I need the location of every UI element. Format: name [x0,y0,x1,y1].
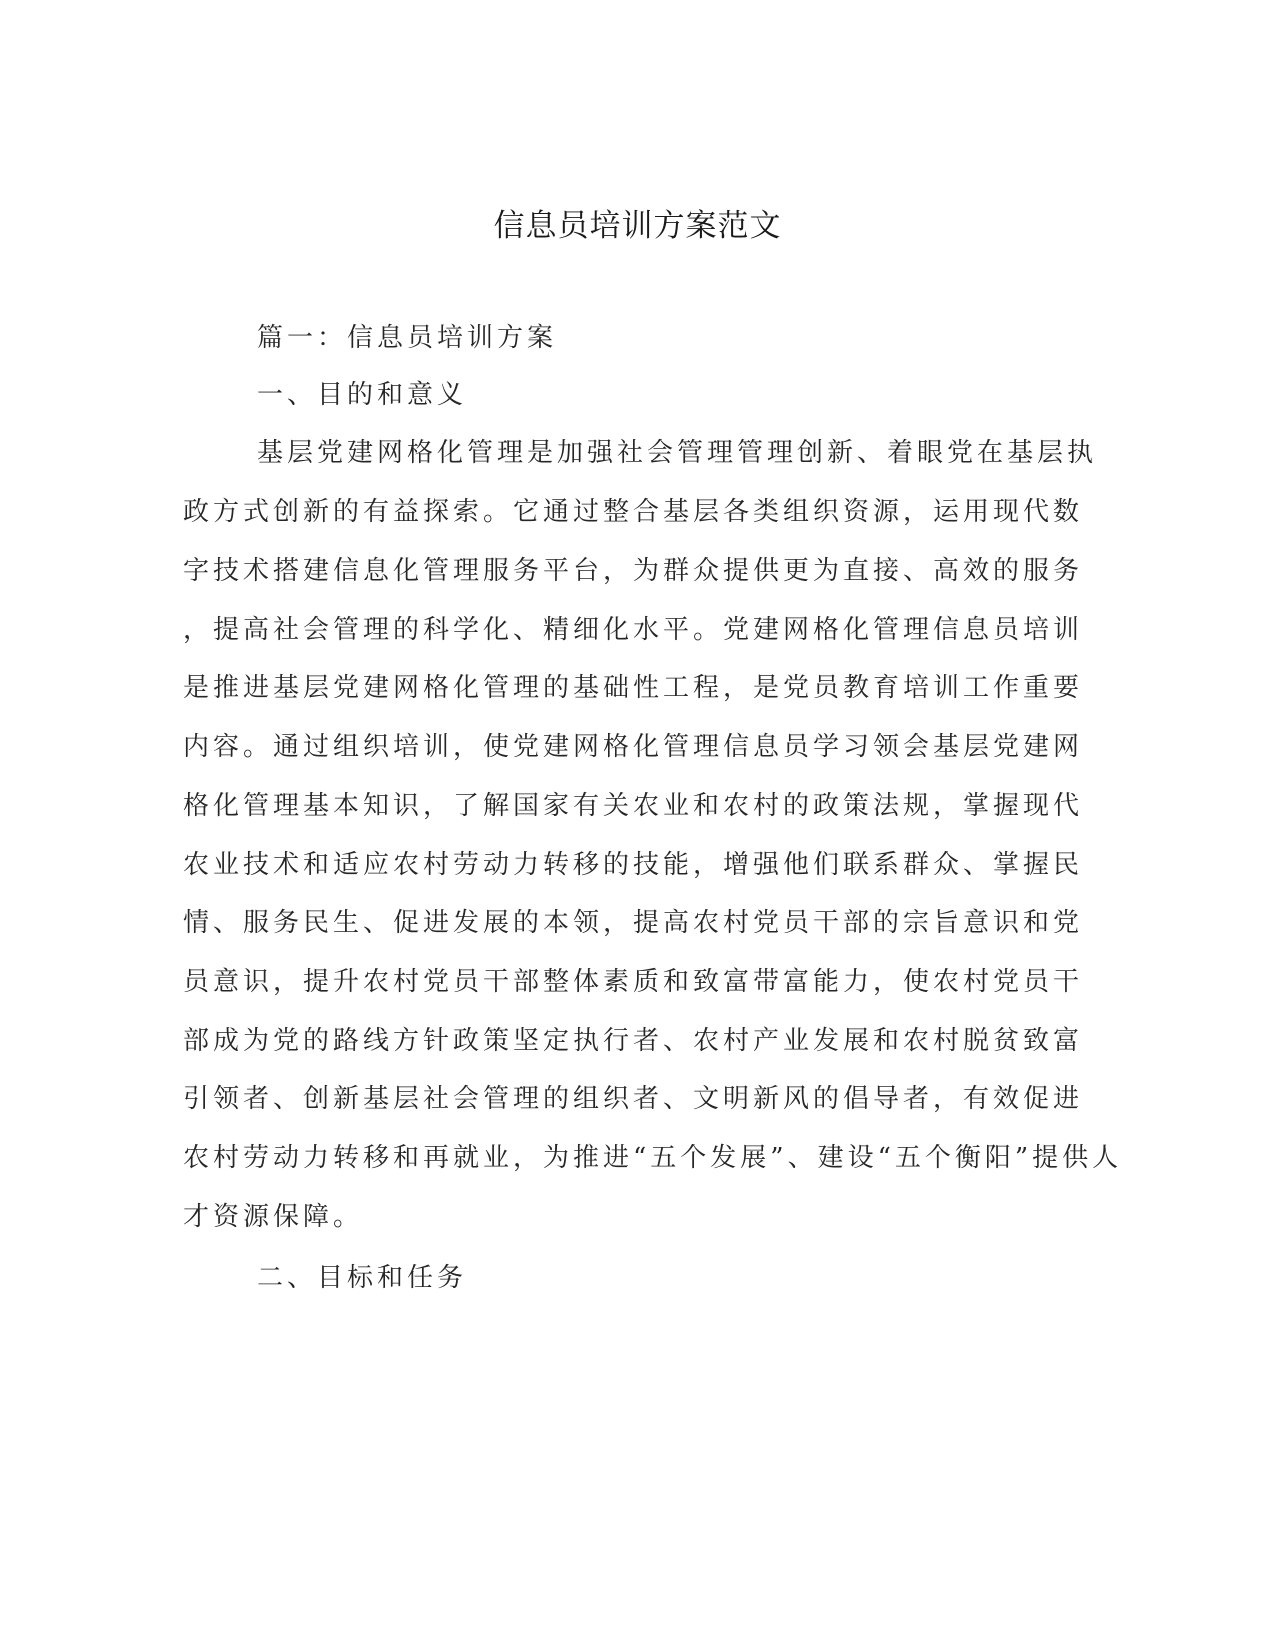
paragraph-line: 农业技术和适应农村劳动力转移的技能，增强他们联系群众、掌握民 [183,850,1084,880]
paragraph-line: 内容。通过组织培训，使党建网格化管理信息员学习领会基层党建网 [183,732,1084,762]
chapter-heading: 篇一：信息员培训方案 [257,323,558,353]
paragraph-line: 引领者、创新基层社会管理的组织者、文明新风的倡导者，有效促进 [183,1084,1084,1114]
paragraph-line: 格化管理基本知识，了解国家有关农业和农村的政策法规，掌握现代 [183,791,1084,821]
paragraph-line: 农村劳动力转移和再就业，为推进“五个发展”、建设“五个衡阳”提供人 [183,1143,1123,1173]
paragraph-line: 部成为党的路线方针政策坚定执行者、农村产业发展和农村脱贫致富 [183,1026,1084,1056]
paragraph-line: 是推进基层党建网格化管理的基础性工程，是党员教育培训工作重要 [183,673,1084,703]
paragraph-line: 员意识，提升农村党员干部整体素质和致富带富能力，使农村党员干 [183,967,1084,997]
document-title: 信息员培训方案范文 [493,208,782,244]
paragraph-line: 政方式创新的有益探索。它通过整合基层各类组织资源，运用现代数 [183,497,1084,527]
paragraph-line: 字技术搭建信息化管理服务平台，为群众提供更为直接、高效的服务 [183,556,1084,586]
section-heading-goals: 二、目标和任务 [257,1263,468,1293]
paragraph-line: 情、服务民生、促进发展的本领，提高农村党员干部的宗旨意识和党 [183,908,1084,938]
paragraph-line: 才资源保障。 [183,1202,364,1232]
paragraph-line: ，提高社会管理的科学化、精细化水平。党建网格化管理信息员培训 [183,615,1084,645]
paragraph-line: 基层党建网格化管理是加强社会管理管理创新、着眼党在基层执 [257,438,1098,468]
section-heading-purpose: 一、目的和意义 [257,380,468,410]
